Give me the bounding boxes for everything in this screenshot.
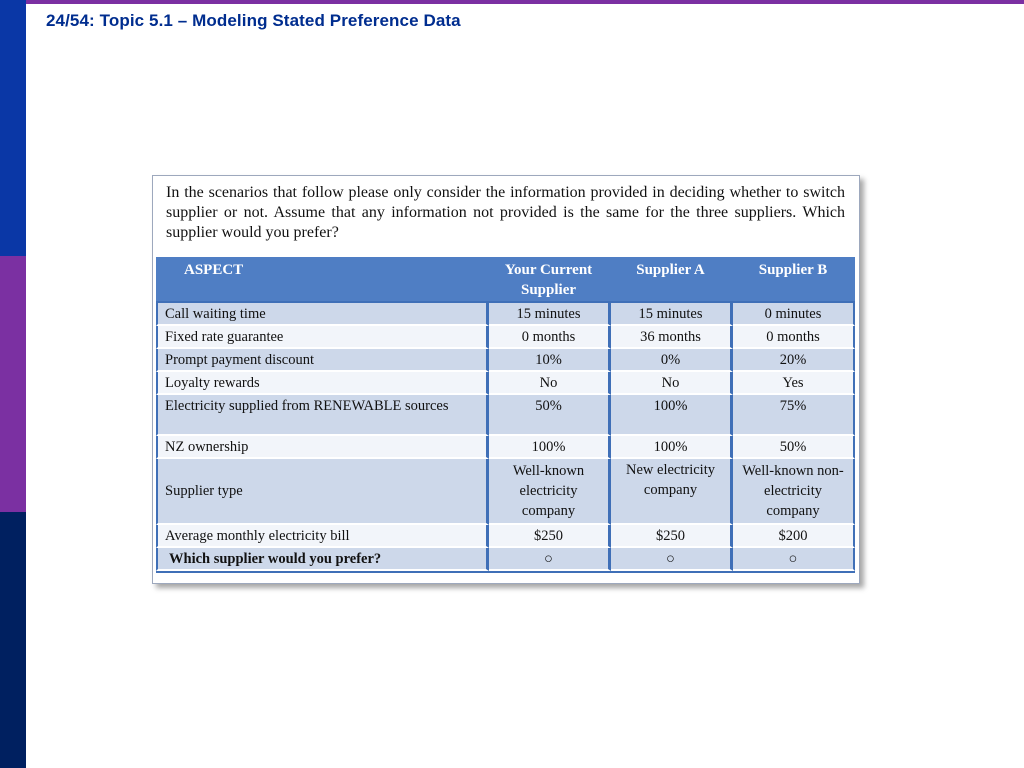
aspect-label: Prompt payment discount <box>156 349 489 372</box>
supplier-a-value: 15 minutes <box>611 303 733 326</box>
aspect-label: Call waiting time <box>156 303 489 326</box>
header-aspect: ASPECT <box>156 257 489 301</box>
table-row <box>156 349 855 372</box>
supplier-b-value: $200 <box>733 525 855 548</box>
sidebar-band-purple <box>0 256 26 512</box>
aspect-label: Supplier type <box>156 459 489 525</box>
radio-supplier-a: ○ <box>611 548 733 571</box>
survey-document-image <box>152 175 860 584</box>
supplier-a-value: $250 <box>611 525 733 548</box>
supplier-a-value: 100% <box>611 436 733 459</box>
supplier-a-value: No <box>611 372 733 395</box>
supplier-b-value: Well-known non-electricity company <box>733 459 855 525</box>
question-row <box>156 548 855 573</box>
aspect-label: Fixed rate guarantee <box>156 326 489 349</box>
current-value: 0 months <box>489 326 611 349</box>
table-row <box>156 301 855 326</box>
supplier-b-value: 20% <box>733 349 855 372</box>
supplier-a-value: 0% <box>611 349 733 372</box>
aspect-label: Loyalty rewards <box>156 372 489 395</box>
sidebar-band-navy <box>0 512 26 768</box>
aspect-label: NZ ownership <box>156 436 489 459</box>
table-row <box>156 525 855 548</box>
supplier-a-value: New electricity company <box>611 459 733 525</box>
radio-supplier-b: ○ <box>733 548 855 571</box>
current-value: 50% <box>489 395 611 436</box>
current-value: $250 <box>489 525 611 548</box>
top-rule <box>0 0 1024 4</box>
supplier-b-value: 50% <box>733 436 855 459</box>
radio-current-supplier: ○ <box>489 548 611 571</box>
aspect-label: Electricity supplied from RENEWABLE sources <box>156 395 489 436</box>
table-row <box>156 326 855 349</box>
current-value: 100% <box>489 436 611 459</box>
question-label: Which supplier would you prefer? <box>156 548 489 571</box>
supplier-a-value: 36 months <box>611 326 733 349</box>
sidebar-band-blue <box>0 0 26 256</box>
choice-table <box>156 257 855 573</box>
header-supplier-b: Supplier B <box>733 257 855 301</box>
survey-intro-text: In the scenarios that follow please only consider the information provided in deciding whether to switch supplier or not. Assume that any information not provided is the same for the three suppliers. Which supplier would you prefer? <box>166 184 845 241</box>
header-current-supplier: Your Current Supplier <box>489 257 611 301</box>
slide-title: 24/54: Topic 5.1 – Modeling Stated Preference Data <box>46 11 461 30</box>
table-header-row <box>156 257 855 301</box>
supplier-b-value: Yes <box>733 372 855 395</box>
table-row <box>156 459 855 525</box>
current-value: Well-known electricity company <box>489 459 611 525</box>
aspect-label: Average monthly electricity bill <box>156 525 489 548</box>
supplier-b-value: 0 minutes <box>733 303 855 326</box>
supplier-a-value: 100% <box>611 395 733 436</box>
current-value: 15 minutes <box>489 303 611 326</box>
table-row <box>156 436 855 459</box>
supplier-b-value: 0 months <box>733 326 855 349</box>
supplier-b-value: 75% <box>733 395 855 436</box>
header-supplier-a: Supplier A <box>611 257 733 301</box>
current-value: No <box>489 372 611 395</box>
table-row <box>156 372 855 395</box>
table-row <box>156 395 855 436</box>
current-value: 10% <box>489 349 611 372</box>
